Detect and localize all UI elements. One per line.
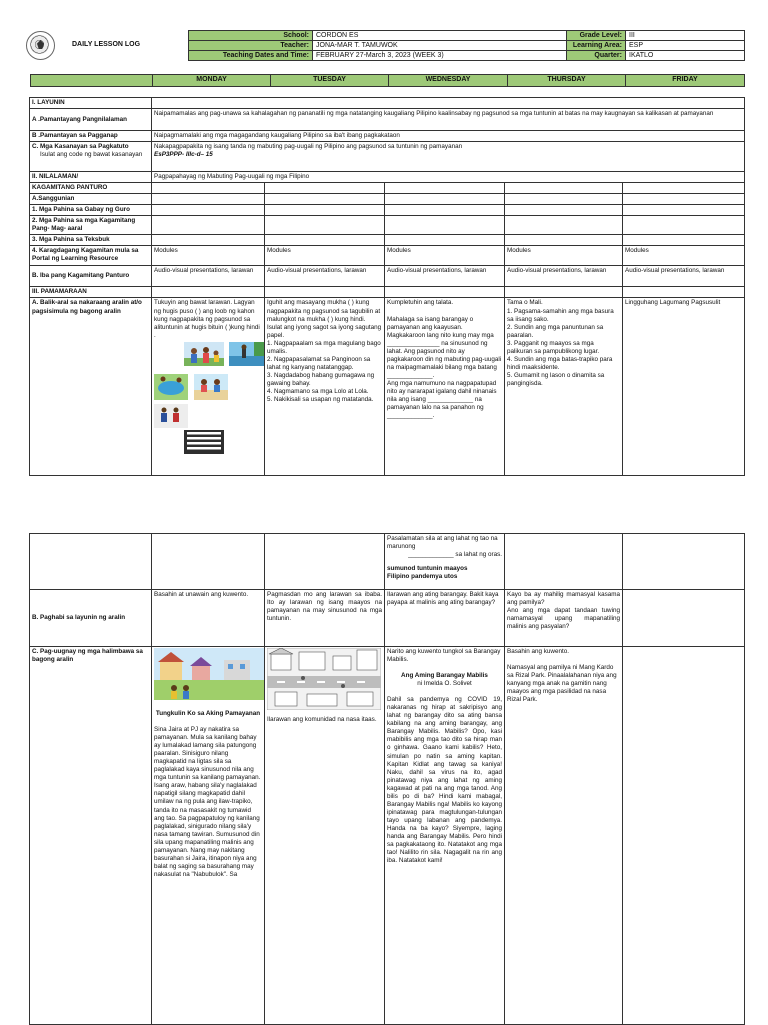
- iba-pang-label: B. Iba pang Kagamitang Panturo: [30, 266, 152, 287]
- paghabi-thu: Kayo ba ay mahilig mamasyal kasama ang pamilya? Ano ang mga dapat tandaan tuwing namamasyal upang mapanatiling malinis ang pasyalan?: [505, 590, 623, 647]
- dates-label: Teaching Dates and Time:: [189, 51, 313, 61]
- pag-uugnay-mon: [152, 647, 265, 1025]
- pamantayan-pagganap-text: Naipagmamalaki ang mga magagandang kaugaliang Pilipino sa iba't ibang pagkakataon: [152, 131, 745, 142]
- iba-thu: Audio-visual presentations, larawan: [505, 266, 623, 287]
- paghabi-tue: Pagmasdan mo ang larawan sa ibaba. Ito ay larawan ng isang maayos na pamayanan na may sinusunod na mga tuntunin.: [265, 590, 385, 647]
- wed-c-author: ni Imelda O. Solivet: [417, 680, 472, 688]
- karagdagang-thu: Modules: [505, 246, 623, 266]
- mon-story-title: Tungkulin Ko sa Aking Pamayanan: [155, 710, 261, 717]
- paghabi-label: B. Paghabi sa layunin ng aralin: [30, 590, 152, 647]
- layunin-heading: I. LAYUNIN: [30, 98, 152, 109]
- kasanayan-label: C. Mga Kasanayan sa Pagkatuto: [32, 143, 129, 151]
- komunidad-image: [267, 648, 381, 710]
- nilalaman-text: Pagpapahayag ng Mabuting Pag-uugali ng mga Filipino: [152, 172, 745, 183]
- teksbuk-label: 3. Mga Pahina sa Teksbuk: [30, 235, 152, 246]
- wed-c-intro: Narito ang kuwento tungkol sa Barangay Mabilis.: [387, 648, 501, 664]
- paghabi-mon: Basahin at unawain ang kuwento.: [152, 590, 265, 647]
- header-table: [188, 30, 745, 61]
- school-value: CORDON ES: [313, 31, 567, 41]
- dates-value: FEBRUARY 27-March 3, 2023 (WEEK 3): [313, 51, 567, 61]
- gabay-label: 1. Mga Pahina sa Gabay ng Guro: [30, 205, 152, 216]
- balik-aral-thu: Tama o Mali. 1. Pagsama-samahin ang mga basura sa iisang sako. 2. Sundin ang mga panuntunan sa paaralan. 3. Pagganit ng maayos sa mga palikuran sa pampublikong lugar. 4. Sundin ang mga batas-trapiko para hindi maaksidente. 5. Gumamit ng lason o dinamita sa pangingisda.: [505, 298, 623, 476]
- iba-fri: Audio-visual presentations, larawan: [623, 266, 745, 287]
- school-label: School:: [189, 31, 313, 41]
- wed-c-title: Ang Aming Barangay Mabilis: [401, 672, 488, 680]
- pamantayang-pangnilalaman-label: A .Pamantayang Pangnilalaman: [30, 109, 152, 131]
- quarter-label: Quarter:: [567, 51, 626, 61]
- day-monday: MONDAY: [153, 75, 271, 87]
- balik-aral-wed: Kumpletuhin ang talata. Mahalaga sa isang barangay o pamayanan ang kaayusan. Magkakaroon lang nito kung may mga _______________ na sinusunod ng lahat. Ang pagsunod nito ay pagkakaroon din ng mabuting pag-uugali na maipagmamalaki bilang mga batang _____________. Ang mga namumuno na nagpapatupad nito ay nararapat igalang dahil ninanais nila ang isang _____________ na pamayanan lalo na sa panahon ng _____________.: [385, 298, 505, 476]
- days-header: [30, 74, 745, 87]
- mon-story-text: Sina Jaira at PJ ay nakatira sa pamayanan. Mula sa kanilang bahay ay lumalakad lamang sila patungong paaralan. Sinisiguro nilang magkapatid na ligtas sila sa paglalakad kaya sinusunod nila ang mga tuntunin sa kanilang pamayanan. Isang araw, habang sila'y naglalakad napatigil silang magkapatid dahil umilaw na ng pula ang ilaw-trapiko, tanda ito na masasakit ng tumawid ang tao. Sa pagpapatuloy ng kanilang paglalakad, sinigurado nilang sila'y nasa tamang tawiran. Sumusunod din sila upang mapanatiling malinis ang pamayanan. Nang may nakitang basurahan si Jaira, itinapon niya ang balat ng saging sa basurahang may nakasulat na "Nabubulok". Sa: [154, 726, 261, 878]
- pamantayang-pangnilalaman-text: Naipamamalas ang pag-unawa sa kahalagahan ng pananatili ng mga natatanging kaugaliang Pilipino kaalinsabay ng pagsunod sa mga tuntunin at batas na may kaugnayan sa kalikasan at pamayanan: [152, 109, 745, 131]
- karagdagang-label: 4. Karagdagang Kagamitan mula sa Portal ng Learning Resource: [30, 246, 152, 266]
- grade-label: Grade Level:: [567, 31, 626, 41]
- kasanayan-cell: [152, 142, 745, 172]
- pag-uugnay-wed: [385, 647, 505, 1025]
- karagdagang-wed: Modules: [385, 246, 505, 266]
- iba-wed: Audio-visual presentations, larawan: [385, 266, 505, 287]
- balik-aral-fri: Lingguhang Lagumang Pagsusulit: [623, 298, 745, 476]
- day-tuesday: TUESDAY: [271, 75, 389, 87]
- nilalaman-heading: II. NILALAMAN/: [30, 172, 152, 183]
- wed-c-story: Dahil sa pandemya ng COVID 19, nakaranas ng hirap at sakripisyo ang lahat ng barangay dito sa ating bansa kabilang na ang aming barangay, ang Barangay Mabilis. Mabilis? Opo, kasi mabibilis ang mga tao dito sa hirap man o ginhawa. Gaano kami kabilis? Heto, simulan po natin sa aming kapitan. Kapitan Kidlat ang tawag sa kaniya! Naku, dahil sa virus na ito, agad pinatawag niya ang lahat ng aming kagawad at pati na ang mga tanod. Ang bilis po di ba? Hindi kami mabagal, Barangay Mabilis nga! Mabilis ko kayong ipinatawag para magtulungan-tulungan tayo upang labanan ang pandemya. Handa na ba kayo? Siyempre, laging handa ang Barangay Mabilis. Pero hindi sa pagkakataong ito. Natatakot ang mga tao! Nalilito rin sila. Nagagalit na rin ang iba. Natatakot kami!: [387, 696, 502, 865]
- sanggunian-label: A.Sanggunian: [30, 194, 152, 205]
- paghabi-wed: Ilarawan ang ating barangay. Bakit kaya payapa at malinis ang ating barangay?: [385, 590, 505, 647]
- lesson-table-page2: [29, 533, 745, 1025]
- quarter-value: IKATLO: [626, 51, 745, 61]
- kasanayan-code: EsP3PPP- IIIc-d– 15: [154, 151, 213, 159]
- balik-aral-label: A. Balik-aral sa nakaraang aralin at/o pagsisimula ng bagong aralin: [30, 298, 152, 476]
- wed-word-bank: sumunod tuntunin maayos Filipino pandemya utos: [387, 565, 468, 581]
- balik-aral-mon: [152, 298, 265, 476]
- pamantayan-pagganap-label: B .Pamantayan sa Pagganap: [30, 131, 152, 142]
- iba-mon: Audio-visual presentations, larawan: [152, 266, 265, 287]
- pag-uugnay-thu: Basahin ang kuwento. Namasyal ang pamilya ni Mang Kardo sa Rizal Park. Pinaalalahanan niya ang kanyang mga anak na gamitin nang maayos ang mga pasilidad na nasa Rizal Park.: [505, 647, 623, 1025]
- traffic-pictures-image: [154, 342, 264, 454]
- pamayanan-image: [154, 648, 264, 700]
- kagamitang-pang-label: 2. Mga Pahina sa mga Kagamitang Pang- Mag- aaral: [30, 216, 152, 235]
- pag-uugnay-tue: [265, 647, 385, 1025]
- kasanayan-label-cell: [30, 142, 152, 172]
- teacher-label: Teacher:: [189, 41, 313, 51]
- day-wednesday: WEDNESDAY: [389, 75, 508, 87]
- kasanayan-text: Nakapagpapakita ng isang tanda ng mabuting pag-uugali ng Pilipino ang pagsunod sa tuntunin ng pamayanan: [154, 143, 463, 151]
- area-value: ESP: [626, 41, 745, 51]
- area-label: Learning Area:: [567, 41, 626, 51]
- day-thursday: THURSDAY: [508, 75, 626, 87]
- kasanayan-sub: Isulat ang code ng bawat kasanayan: [40, 151, 143, 159]
- karagdagang-mon: Modules: [152, 246, 265, 266]
- wed-cont-line2: _____________ sa lahat ng oras.: [408, 551, 502, 559]
- grade-value: III: [626, 31, 745, 41]
- pag-uugnay-label: C. Pag-uugnay ng mga halimbawa sa bagong aralin: [30, 647, 152, 1025]
- wed-cont-line1: Pasalamatan sila at ang lahat ng tao na marunong: [387, 535, 498, 551]
- iba-tue: Audio-visual presentations, larawan: [265, 266, 385, 287]
- kagamitan-heading: KAGAMITANG PANTURO: [30, 183, 152, 194]
- karagdagang-tue: Modules: [265, 246, 385, 266]
- tue-c-text: Ilarawan ang komunidad na nasa itaas.: [267, 716, 377, 723]
- karagdagang-fri: Modules: [623, 246, 745, 266]
- teacher-value: JONA-MAR T. TAMUWOK: [313, 41, 567, 51]
- pamamaraan-heading: III. PAMAMARAAN: [30, 287, 152, 298]
- day-friday: FRIDAY: [626, 75, 745, 87]
- mon-a-text: Tukuyin ang bawat larawan. Lagyan ng hugis puso ( ) ang loob ng kahon kung nagpapakita ng pagsunod sa alituntunin at hugis bituin ( )kung hindi .: [154, 299, 260, 339]
- days-blank: [31, 75, 153, 87]
- balik-aral-tue: Iguhit ang masayang mukha ( ) kung nagpapakita ng pagsunod sa tagubilin at malungkot na mukha ( ) kung hindi. Isulat ang iyong sagot sa iyong sagutang papel. 1. Nagpapaalam sa mga magulang bago umalis. 2. Nagpapasalamat sa Panginoon sa lahat ng kanyang natatanggap. 3. Nagdadabog habang gumagawa ng gawaing bahay. 4. Nagmamano sa mga Lolo at Lola. 5. Nakikisali sa usapan ng matatanda.: [265, 298, 385, 476]
- wed-continuation: [385, 534, 505, 590]
- lesson-table-page1: [29, 97, 745, 476]
- document-title: DAILY LESSON LOG: [72, 41, 141, 48]
- layunin-blank: [152, 98, 745, 109]
